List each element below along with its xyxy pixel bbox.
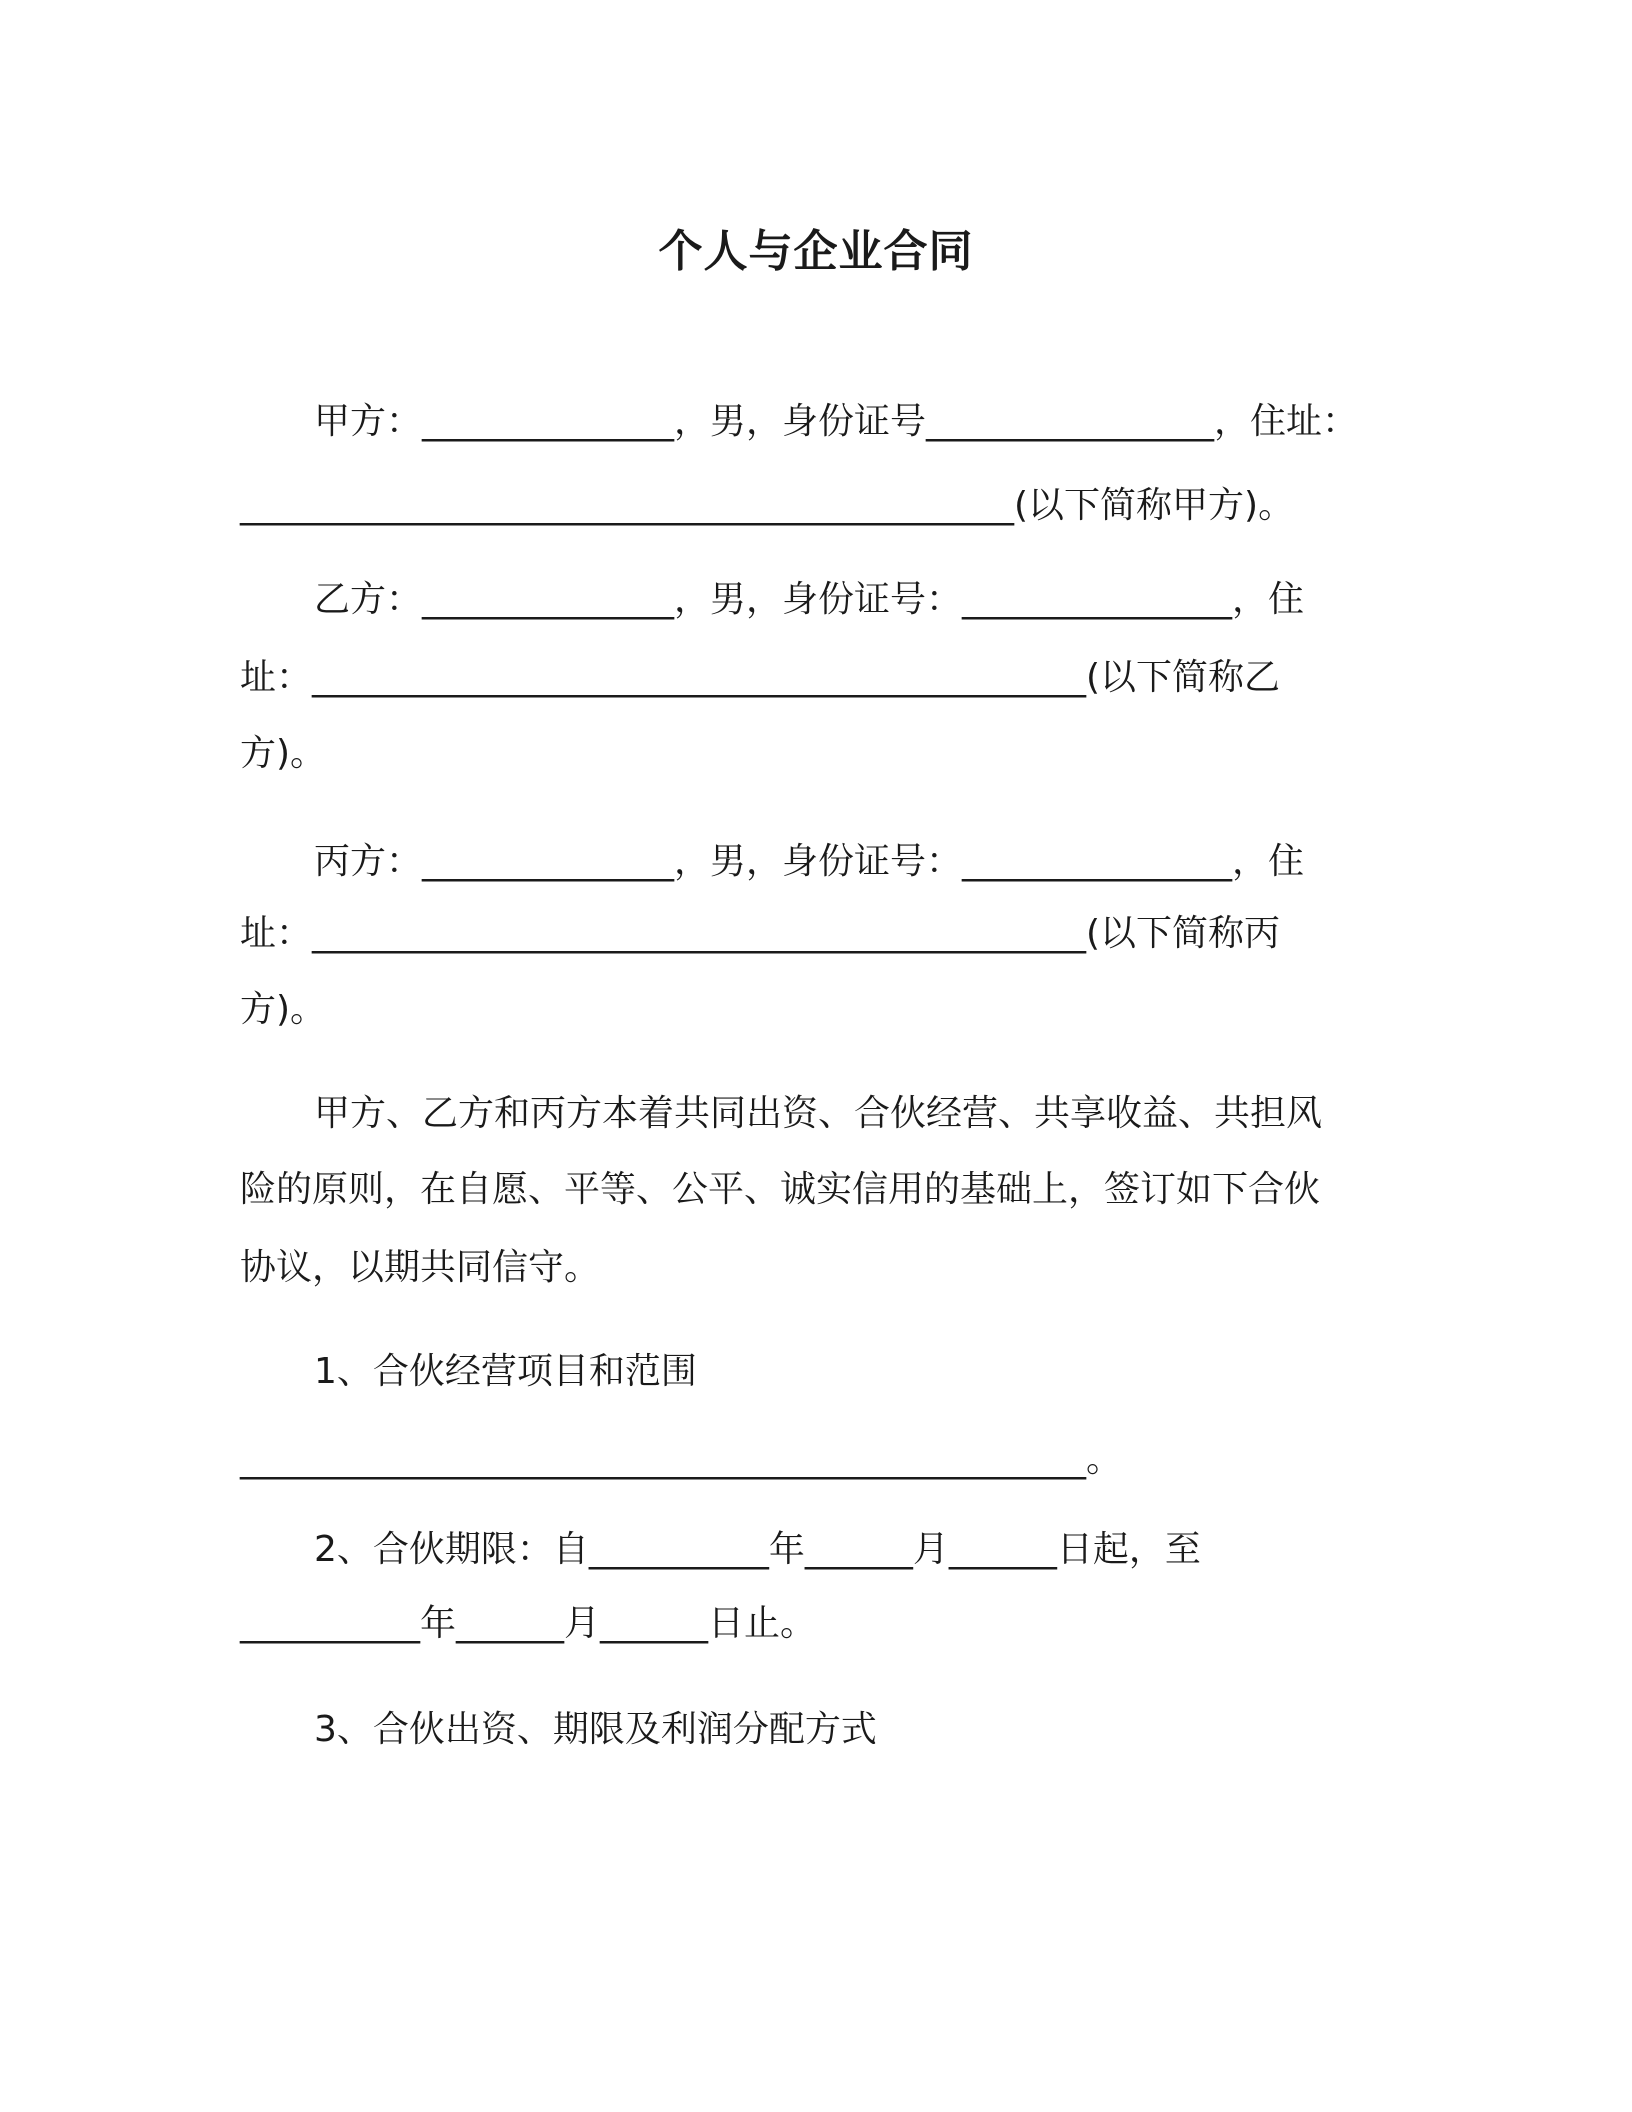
party-a-line-1: 甲方：______________，男，身份证号________________，住址： xyxy=(314,401,1359,442)
clause-1-heading: 1、合伙经营项目和范围 xyxy=(314,1351,697,1392)
party-b-line-3: 方)。 xyxy=(240,733,327,774)
party-c-line-1: 丙方：______________，男，身份证号：_______________，住 xyxy=(314,841,1305,882)
clause-1-blank: _______________________________________________。 xyxy=(240,1439,1122,1480)
party-c-line-3: 方)。 xyxy=(240,989,327,1030)
preamble-line-1: 甲方、乙方和丙方本着共同出资、合伙经营、共享收益、共担风 xyxy=(314,1093,1323,1134)
party-b-line-2: 址：___________________________________________(以下简称乙 xyxy=(240,657,1281,698)
preamble-line-2: 险的原则，在自愿、平等、公平、诚实信用的基础上，签订如下合伙 xyxy=(240,1169,1321,1210)
clause-3-heading: 3、合伙出资、期限及利润分配方式 xyxy=(314,1709,877,1750)
party-b-line-1: 乙方：______________，男，身份证号：_______________，住 xyxy=(314,579,1305,620)
party-c-line-2: 址：___________________________________________(以下简称丙 xyxy=(240,913,1281,954)
clause-2-line-2: __________年______月______日止。 xyxy=(240,1603,817,1644)
party-a-line-2: ___________________________________________(以下简称甲方)。 xyxy=(240,485,1295,526)
clause-2-line-1: 2、合伙期限：自__________年______月______日起，至 xyxy=(314,1529,1201,1570)
document-title: 个人与企业合同 xyxy=(658,226,974,277)
preamble-line-3: 协议，以期共同信守。 xyxy=(240,1247,601,1288)
